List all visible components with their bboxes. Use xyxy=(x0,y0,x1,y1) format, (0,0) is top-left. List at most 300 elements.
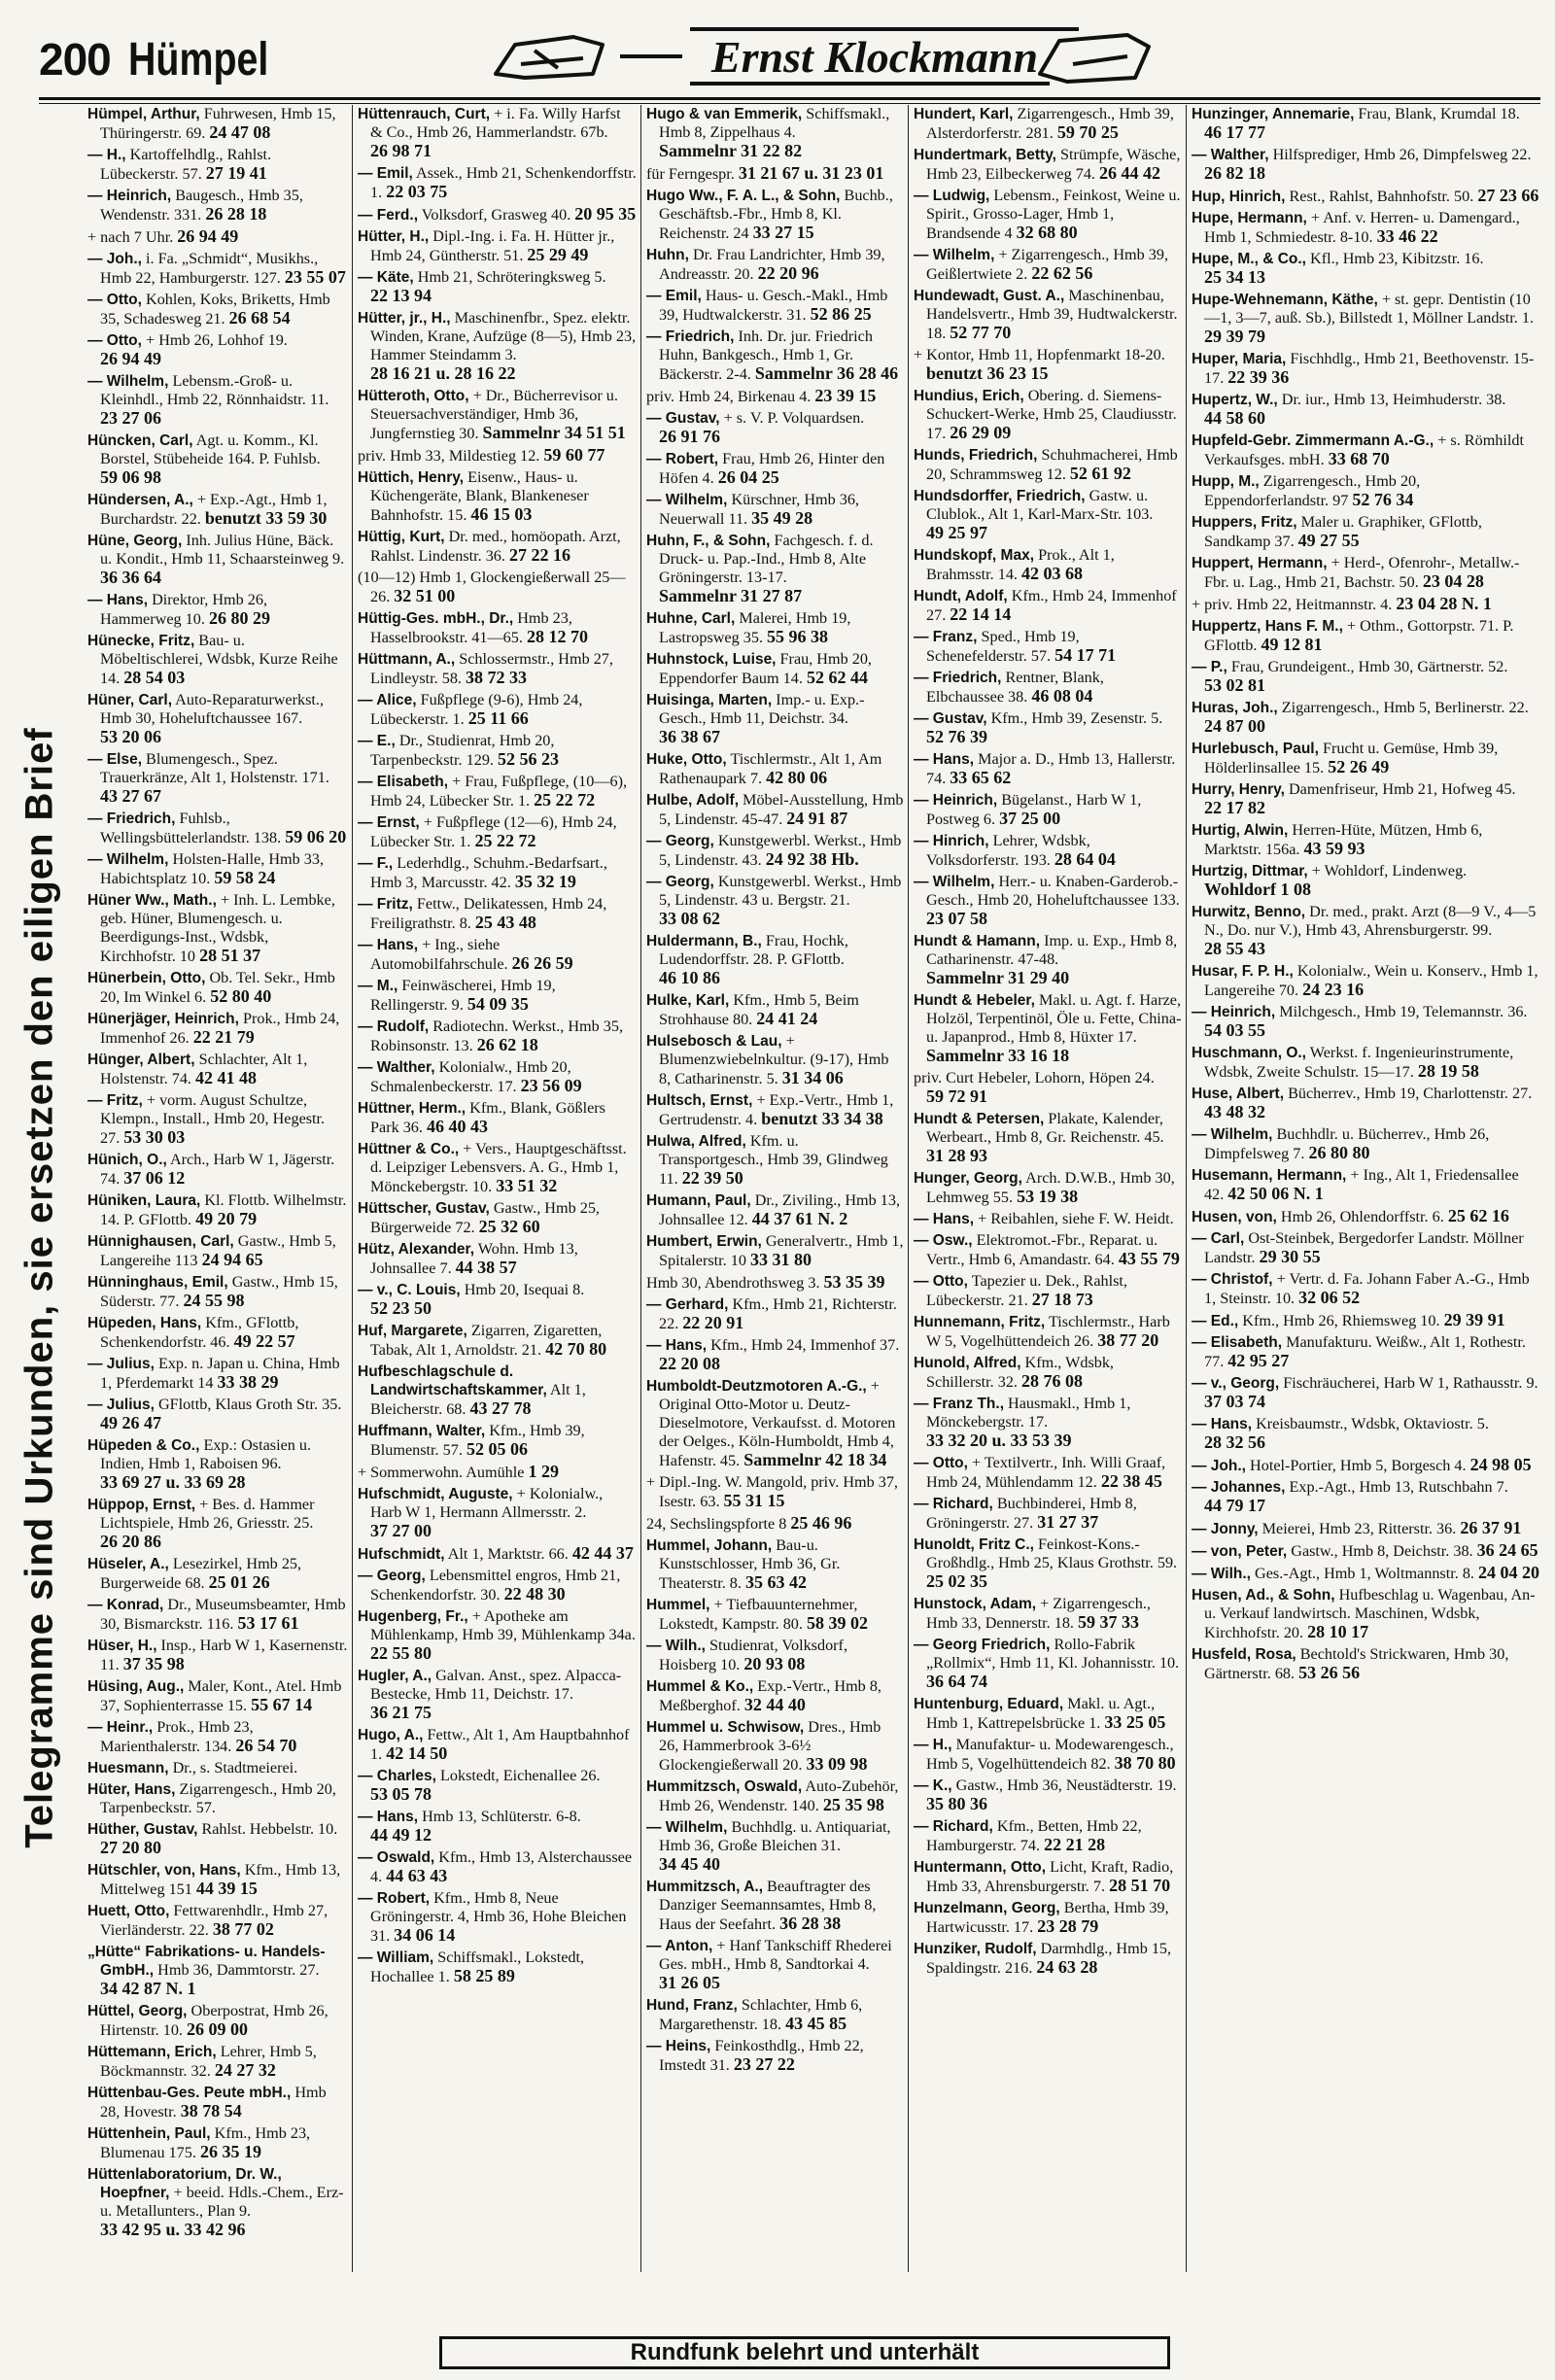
directory-entry xyxy=(1192,821,1541,859)
entry-details: Dr. Frau Landrichter, Hmb 39, Andreasstr. 20. xyxy=(659,246,885,283)
phone-number: 42 80 06 xyxy=(766,768,828,787)
phone-number: 26 80 29 xyxy=(208,608,270,628)
directory-entry xyxy=(87,2124,348,2162)
entry-name: Hufbeschlagschule d. Landwirtschaftskammer, xyxy=(358,1363,547,1398)
directory-entry xyxy=(646,2037,904,2075)
running-head: Hümpel xyxy=(128,34,269,86)
entry-details: Kunstgewerbl. Werkst., Hmb 5, Lindenstr. 43. xyxy=(659,832,902,869)
entry-details: Major a. D., Hmb 13, Hallerstr. 74. xyxy=(926,750,1176,787)
entry-name: — v., C. Louis, xyxy=(358,1282,461,1298)
directory-entry xyxy=(358,1544,637,1564)
directory-entry xyxy=(914,1776,1182,1814)
directory-entry xyxy=(1192,1044,1541,1082)
entry-name: — Otto, xyxy=(914,1273,968,1290)
entry-name: Hüttig, Kurt, xyxy=(358,529,445,545)
phone-number: 59 37 33 xyxy=(1078,1612,1140,1632)
entry-details: Ges.-Agt., Hmb 1, Woltmannstr. 8. xyxy=(1255,1565,1474,1582)
directory-entry xyxy=(87,491,348,529)
entry-details: Maler u. Graphiker, GFlottb, Sandkamp 37. xyxy=(1204,513,1482,550)
entry-name: — Ernst, xyxy=(358,814,420,831)
directory-entry xyxy=(87,632,348,688)
phone-number: 37 25 00 xyxy=(999,809,1061,828)
entry-details: Kfm., Betten, Hmb 22, Hamburgerstr. 74. xyxy=(926,1817,1142,1854)
entry-name: Hünger, Albert, xyxy=(87,1052,195,1068)
directory-entry xyxy=(914,1817,1182,1855)
entry-details: + Tiefbauunternehmer, Lokstedt, Kampstr. 80. xyxy=(659,1596,858,1633)
directory-entry xyxy=(1192,1166,1541,1204)
directory-entry xyxy=(914,546,1182,584)
entry-name: Hüser, H., xyxy=(87,1638,157,1654)
entry-details: Kfm., Hmb 21, Richterstr. 22. xyxy=(659,1295,897,1332)
entry-name: — Wilh., xyxy=(1192,1566,1251,1582)
entry-details: Exp. n. Japan u. China, Hmb 1, Pferdemarkt 14 xyxy=(100,1355,340,1392)
phone-number: 43 59 93 xyxy=(1303,839,1365,858)
phone-number: 22 17 82 xyxy=(1204,798,1265,817)
entry-name: Hunold, Alfred, xyxy=(914,1355,1021,1371)
entry-name: Hugo & van Emmerik, xyxy=(646,106,803,122)
entry-name: — Wilh., xyxy=(646,1638,706,1654)
entry-details: Kfm., Hmb 13, Mittelweg 151 xyxy=(100,1861,341,1898)
phone-number: 23 28 79 xyxy=(1037,1916,1099,1936)
entry-details: + i. Fa. Willy Harfst & Co., Hmb 26, Hammerlandstr. 67b. xyxy=(370,105,621,141)
directory-entry xyxy=(358,732,637,770)
phone-number: 24 98 05 xyxy=(1469,1455,1532,1474)
entry-details: Prok., Hmb 24, Immenhof 26. xyxy=(100,1010,340,1047)
entry-details: Sped., Hmb 19, Schenefelderstr. 57. xyxy=(926,628,1080,665)
entry-details: Kfm., Hmb 24, Immenhof 27. xyxy=(926,587,1177,624)
entry-name: Huppert, Hermann, xyxy=(1192,555,1328,571)
phone-number: 26 44 42 xyxy=(1099,163,1161,183)
entry-details: Zigarrengesch., Hmb 5, Berlinerstr. 22. xyxy=(1281,699,1529,716)
phone-number: 54 17 71 xyxy=(1054,645,1117,665)
entry-details: Feinwäscherei, Hmb 19, Rellingerstr. 9. xyxy=(370,977,556,1014)
entry-details: Kfm., Hmb 23, Blumenau 175. xyxy=(100,2124,311,2161)
entry-name: — Elisabeth, xyxy=(358,774,449,790)
phone-number: 46 10 86 xyxy=(659,968,720,987)
entry-name: — Georg, xyxy=(646,833,714,849)
entry-name: — F., xyxy=(358,855,394,872)
directory-entry xyxy=(1192,391,1541,429)
entry-details: Rollo-Fabrik „Rollmix“, Hmb 11, Kl. Johannisstr. 10. xyxy=(926,1636,1180,1672)
phone-number: 59 58 24 xyxy=(214,868,276,887)
entry-name: Hultsch, Ernst, xyxy=(646,1092,753,1109)
phone-number: 28 16 21 u. 28 16 22 xyxy=(370,363,516,383)
phone-number: 36 36 64 xyxy=(100,568,161,587)
phone-number: 52 76 39 xyxy=(926,727,987,746)
entry-name: — Gustav, xyxy=(914,710,987,727)
phone-number: 59 06 98 xyxy=(100,467,161,487)
entry-name: — Joh., xyxy=(87,251,142,267)
directory-entry xyxy=(1192,1374,1541,1412)
entry-details: priv. Curt Hebeler, Lohorn, Höpen 24. xyxy=(914,1069,1155,1087)
entry-details: Fischräucherei, Harb W 1, Rathausstr. 9. xyxy=(1283,1374,1538,1392)
entry-details: Alt 1, Bleicherstr. 68. xyxy=(370,1381,586,1418)
entry-name: — Fritz, xyxy=(87,1092,143,1109)
entry-name: Husen, Ad., & Sohn, xyxy=(1192,1587,1335,1604)
directory-entry xyxy=(1192,1456,1541,1475)
phone-number: 52 76 34 xyxy=(1352,490,1414,509)
phone-number: 49 27 55 xyxy=(1297,531,1360,550)
phone-number: 36 21 75 xyxy=(370,1703,432,1722)
entry-details: Galvan. Anst., spez. Alpacca-Bestecke, Hmb 11, Deichstr. 17. xyxy=(370,1667,622,1703)
directory-entry xyxy=(1192,1415,1541,1453)
directory-entry xyxy=(358,387,637,443)
entry-details: Dr. iur., Hmb 13, Heimhuderstr. 38. xyxy=(1281,391,1506,408)
phone-number: 37 27 00 xyxy=(370,1521,432,1540)
directory-entry xyxy=(646,1996,904,2034)
phone-number: 59 70 25 xyxy=(1056,122,1119,142)
entry-details: Frucht u. Gemüse, Hmb 39, Hölderlinsallee 15. xyxy=(1204,740,1499,776)
entry-details: Kfm., Hmb 8, Neue Gröningerstr. 4, Hmb 36, Hohe Bleichen 31. xyxy=(370,1889,627,1945)
phone-number: 36 38 67 xyxy=(659,727,720,746)
directory-entry xyxy=(646,832,904,870)
directory-entry xyxy=(1192,1333,1541,1371)
entry-details: Bau-u. Kunstschlosser, Hmb 36, Gr. Theaterstr. 8. xyxy=(659,1536,841,1592)
phone-number: 23 27 22 xyxy=(733,2054,795,2074)
logo-lettering: Ernst Klockmann xyxy=(710,32,1039,82)
directory-entry xyxy=(358,528,637,566)
entry-name: Hurlebusch, Paul, xyxy=(1192,741,1319,757)
phone-number: 25 46 96 xyxy=(790,1513,852,1533)
directory-entry xyxy=(87,1861,348,1899)
page-number: 200 xyxy=(39,34,111,85)
phone-number: 33 42 95 u. 33 42 96 xyxy=(100,2220,246,2239)
phone-number: 38 70 80 xyxy=(1114,1753,1176,1773)
entry-details: Werkst. f. Ingenieurinstrumente, Wdsbk, Zweite Schulstr. 15—17. xyxy=(1204,1044,1514,1081)
phone-number: 49 22 57 xyxy=(233,1331,295,1351)
directory-entry xyxy=(87,1943,348,1999)
entry-name: Huhn, xyxy=(646,247,689,263)
entry-name: — H., xyxy=(914,1737,952,1753)
phone-number: 53 20 06 xyxy=(100,727,161,746)
directory-entry xyxy=(646,1937,904,1993)
entry-name: — Joh., xyxy=(1192,1458,1246,1474)
directory-entry xyxy=(1192,1478,1541,1516)
phone-number: 36 28 38 xyxy=(779,1914,842,1933)
phone-number: 52 05 06 xyxy=(466,1439,528,1459)
entry-name: — Hans, xyxy=(87,592,149,608)
directory-entry xyxy=(914,1899,1182,1937)
phone-number: 33 31 80 xyxy=(749,1250,812,1269)
directory-entry xyxy=(646,1273,904,1293)
entry-name: — Otto, xyxy=(87,292,142,308)
entry-name: Hünninghaus, Emil, xyxy=(87,1274,228,1291)
phone-number: 24 92 38 Hb. xyxy=(765,849,859,869)
directory-entry xyxy=(914,1595,1182,1633)
directory-entry xyxy=(1192,780,1541,818)
directory-entry xyxy=(646,1295,904,1333)
entry-name: — Julius, xyxy=(87,1397,155,1413)
entry-details: Blumengesch., Spez. Trauerkränze, Alt 1, Holstenstr. 171. xyxy=(100,750,329,786)
directory-entry xyxy=(1192,1564,1541,1583)
phone-number: 42 44 37 xyxy=(571,1543,634,1563)
entry-name: Hüttmann, A., xyxy=(358,651,456,668)
directory-entry xyxy=(358,1322,637,1360)
directory-entry xyxy=(646,1091,904,1129)
phone-number: benutzt 36 23 15 xyxy=(926,363,1049,383)
entry-details: Hmb 23, Hasselbrookstr. 41—65. xyxy=(370,609,572,646)
entry-name: — Anton, xyxy=(646,1938,713,1954)
entry-name: — Hinrich, xyxy=(914,833,989,849)
directory-entry xyxy=(358,1889,637,1946)
entry-name: Hund, Franz, xyxy=(646,1997,738,2014)
directory-entry xyxy=(1192,187,1541,206)
phone-number: Sammelnr 34 51 51 xyxy=(482,423,626,442)
entry-details: Kfm., Hmb 13, Alsterchaussee 4. xyxy=(370,1848,633,1885)
entry-details: Oberpostrat, Hmb 26, Hirtenstr. 10. xyxy=(100,2002,328,2039)
entry-name: — Gerhard, xyxy=(646,1296,729,1313)
directory-entry xyxy=(87,331,348,369)
directory-entry xyxy=(914,1231,1182,1269)
directory-entry xyxy=(646,164,904,184)
entry-name: — Franz, xyxy=(914,629,978,645)
entry-name: — Georg Friedrich, xyxy=(914,1637,1051,1653)
phone-number: 35 49 28 xyxy=(751,508,813,528)
directory-entry xyxy=(358,1281,637,1319)
phone-number: 33 65 62 xyxy=(950,768,1012,787)
phone-number: 23 04 28 N. 1 xyxy=(1396,594,1492,613)
directory-entry xyxy=(1192,1519,1541,1538)
phone-number: Sammelnr 31 27 87 xyxy=(659,586,803,605)
entry-name: — Georg, xyxy=(358,1568,426,1584)
entry-details: + Herd-, Ofenrohr-, Metallw.-Fbr. u. Lag., Hmb 21, Bachstr. 50. xyxy=(1204,554,1520,591)
phone-number: 24 23 16 xyxy=(1302,980,1365,999)
entry-details: + Kolonialw., Harb W 1, Hermann Allmersstr. 2. xyxy=(370,1485,604,1521)
entry-details: GFlottb, Klaus Groth Str. 35. xyxy=(157,1396,342,1413)
entry-name: — Carl, xyxy=(1192,1230,1245,1247)
phone-number: 24 47 08 xyxy=(209,122,271,142)
directory-entry xyxy=(914,1210,1182,1228)
entry-name: — von, Peter, xyxy=(1192,1543,1288,1560)
entry-name: — Fritz, xyxy=(358,896,413,913)
entry-name: — Friedrich, xyxy=(914,670,1002,686)
entry-name: Huhne, Carl, xyxy=(646,610,736,627)
entry-name: — Hans, xyxy=(914,1211,975,1227)
entry-details: Zigarrengesch., Hmb 20, Tarpenbeckstr. 57. xyxy=(100,1780,336,1816)
phone-number: 43 48 32 xyxy=(1204,1102,1265,1121)
entry-name: Hummel u. Schwisow, xyxy=(646,1719,805,1736)
phone-number: 26 26 59 xyxy=(511,953,573,973)
entry-details: Fettw., Delikatessen, Hmb 24, Freiligrathstr. 8. xyxy=(370,895,607,932)
entry-name: — Oswald, xyxy=(358,1849,435,1866)
directory-entry xyxy=(646,650,904,688)
directory-entry xyxy=(914,1313,1182,1351)
entry-name: — v., Georg, xyxy=(1192,1375,1280,1392)
directory-entry xyxy=(87,1820,348,1858)
directory-entry xyxy=(87,1496,348,1552)
directory-entry xyxy=(358,1240,637,1278)
entry-details: + Bes. d. Hammer Lichtspiele, Hmb 26, Griesstr. 25. xyxy=(100,1496,315,1532)
directory-entry xyxy=(914,791,1182,829)
directory-entry xyxy=(914,750,1182,788)
entry-name: Hugler, A., xyxy=(358,1668,432,1684)
directory-entry xyxy=(1192,146,1541,184)
directory-entry xyxy=(646,750,904,788)
entry-name: Hüter, Hans, xyxy=(87,1781,176,1798)
entry-details: Makl. u. Agt., Hmb 1, Kattrepelsbrücke 1. xyxy=(926,1695,1156,1732)
directory-entry xyxy=(87,2043,348,2081)
directory-entry xyxy=(914,932,1182,988)
directory-entry xyxy=(1192,105,1541,143)
directory-entry xyxy=(1192,1125,1541,1163)
entry-name: Humann, Paul, xyxy=(646,1192,751,1209)
entry-details: Lebensm.-Groß- u. Kleinhdl., Hmb 22, Rönnhaidstr. 11. xyxy=(100,372,329,408)
entry-details: Agt. u. Komm., Kl. Borstel, Stübeheide 164. P. Fuhlsb. xyxy=(100,431,321,467)
phone-number: 25 02 35 xyxy=(926,1571,987,1591)
phone-number: 44 79 17 xyxy=(1204,1496,1265,1515)
entry-name: Huras, Joh., xyxy=(1192,700,1278,716)
directory-entry xyxy=(646,387,904,406)
phone-number: 33 32 20 u. 33 53 39 xyxy=(926,1431,1072,1450)
entry-details: + Ing., siehe Automobilfahrschule. xyxy=(370,936,508,973)
phone-number: 26 91 76 xyxy=(659,427,720,446)
directory-entry xyxy=(914,146,1182,184)
phone-number: 44 37 61 N. 2 xyxy=(751,1209,848,1228)
entry-name: — Wilhelm, xyxy=(646,1819,728,1836)
entry-details: Tapezier u. Dek., Rahlst, Lübeckerstr. 21. xyxy=(926,1272,1127,1309)
entry-details: + st. gepr. Dentistin (10—1, 3—7, auß. Sb.), Billstedt 1, Möllner Landstr. 1. xyxy=(1204,291,1535,327)
directory-entry xyxy=(1192,1003,1541,1041)
entry-details: + Apotheke am Mühlenkamp, Hmb 39, Mühlenkamp 34a. xyxy=(370,1607,636,1643)
phone-number: Sammelnr 36 28 46 xyxy=(754,363,899,383)
entry-name: — Konrad, xyxy=(87,1597,164,1613)
entry-details: Exp.-Vertr., Hmb 8, Meßberghof. xyxy=(659,1677,881,1714)
entry-details: Fettwarenhdlr., Hmb 27, Vierländerstr. 22. xyxy=(100,1902,328,1939)
entry-details: Kfl., Hmb 23, Kibitzstr. 16. xyxy=(1310,250,1484,267)
phone-number: 52 56 23 xyxy=(498,749,560,769)
phone-number: 26 94 49 xyxy=(177,226,239,246)
entry-details: Zigarrengesch., Hmb 20, Eppendorferlandstr. 97 xyxy=(1204,472,1421,509)
entry-name: — Ferd., xyxy=(358,207,419,224)
directory-entry xyxy=(1192,513,1541,551)
directory-entry xyxy=(87,532,348,588)
entry-details: Lehrer, Hmb 5, Böckmannstr. 32. xyxy=(100,2043,317,2080)
directory-entry xyxy=(87,969,348,1007)
directory-entry xyxy=(87,1555,348,1593)
directory-entry xyxy=(646,791,904,829)
entry-details: Dr., s. Stadtmeierei. xyxy=(172,1759,298,1776)
entry-details: Plakate, Kalender, Werbeart., Hmb 8, Gr. Reichenstr. 45. xyxy=(926,1110,1164,1146)
entry-details: + Hanf Tankschiff Rhederei Ges. mbH., Hmb 8, Sandtorkai 4. xyxy=(659,1937,892,1973)
entry-name: — Ludwig, xyxy=(914,188,990,204)
entry-details: Kfm., Hmb 26, Rhiemsweg 10. xyxy=(1242,1312,1440,1329)
entry-name: Hulke, Karl, xyxy=(646,992,730,1009)
entry-details: Frau, Grundeigent., Hmb 30, Gärtnerstr. 52. xyxy=(1230,658,1508,675)
phone-number: 42 03 68 xyxy=(1021,564,1084,583)
phone-number: 24 91 87 xyxy=(786,809,848,828)
directory-entry xyxy=(358,1726,637,1764)
entry-name: Hundt & Hamann, xyxy=(914,933,1041,949)
phone-number: 36 64 74 xyxy=(926,1672,987,1691)
entry-name: — Emil, xyxy=(646,288,702,304)
directory-entry xyxy=(646,450,904,488)
directory-entry xyxy=(87,372,348,429)
entry-details: Buchhdlr. u. Bücherrev., Hmb 26, Dimpfelsweg 7. xyxy=(1204,1125,1490,1162)
entry-details: Hausmakl., Hmb 1, Mönckebergstr. 17. xyxy=(926,1395,1131,1431)
phone-number: 26 37 91 xyxy=(1460,1518,1522,1537)
phone-number: 33 69 27 u. 33 69 28 xyxy=(100,1472,246,1492)
klockmann-logo xyxy=(457,17,1157,93)
entry-details: Ob. Tel. Sekr., Hmb 20, Im Winkel 6. xyxy=(100,969,335,1006)
directory-entry xyxy=(358,468,637,525)
entry-name: Huhnstock, Luise, xyxy=(646,651,777,668)
directory-entry xyxy=(914,1272,1182,1310)
directory-entry xyxy=(1192,291,1541,347)
directory-entry xyxy=(1192,862,1541,900)
phone-number: 33 46 22 xyxy=(1376,226,1438,246)
entry-details: Insp., Harb W 1, Kasernenstr. 11. xyxy=(100,1637,348,1673)
phone-number: 26 09 00 xyxy=(187,2019,249,2039)
phone-number: 25 22 72 xyxy=(534,790,596,810)
entry-name: Hunstock, Adam, xyxy=(914,1596,1037,1612)
directory-entry xyxy=(358,1607,637,1664)
phone-number: 42 41 48 xyxy=(195,1068,258,1087)
entry-name: Hundt, Adolf, xyxy=(914,588,1008,604)
phone-number: 26 82 18 xyxy=(1204,163,1265,183)
entry-name: Hüsing, Aug., xyxy=(87,1678,185,1695)
phone-number: 33 68 70 xyxy=(1328,449,1390,468)
entry-details: Hmb 28, Hovestr. xyxy=(100,2084,327,2121)
entry-name: Hünich, O., xyxy=(87,1152,167,1168)
directory-entry xyxy=(1192,1229,1541,1267)
directory-entry xyxy=(358,895,637,933)
footer-slogan: Rundfunk belehrt und unterhält xyxy=(439,2336,1170,2369)
phone-number: 31 28 93 xyxy=(926,1146,987,1165)
directory-entry xyxy=(914,1354,1182,1392)
entry-details: Buchb., Geschäftsb.-Fbr., Hmb 8, Kl. Reichenstr. 24 xyxy=(659,187,893,242)
directory-entry xyxy=(87,2165,348,2240)
directory-entry xyxy=(87,1355,348,1393)
entry-details: + Dipl.-Ing. W. Mangold, priv. Hmb 37, Isestr. 63. xyxy=(646,1473,898,1510)
directory-entry xyxy=(914,446,1182,484)
directory-entry xyxy=(1192,658,1541,696)
entry-name: — E., xyxy=(358,733,396,749)
directory-entry xyxy=(358,205,637,224)
entry-details: Auto-Zubehör, Hmb 26, Wendenstr. 140. xyxy=(659,1777,899,1814)
entry-name: — Else, xyxy=(87,751,142,768)
phone-number: 53 26 56 xyxy=(1298,1663,1361,1682)
phone-number: 52 77 70 xyxy=(950,323,1012,342)
directory-entry xyxy=(87,1759,348,1777)
phone-number: 55 96 38 xyxy=(767,627,829,646)
entry-name: Hundewadt, Gust. A., xyxy=(914,288,1065,304)
directory-entry xyxy=(358,569,637,606)
entry-name: Hulbe, Adolf, xyxy=(646,792,739,809)
entry-details: Schiffsmakl., Hmb 8, Zippelhaus 4. xyxy=(659,105,890,141)
entry-details: Hmb 21, Schröteringksweg 5. xyxy=(417,268,606,286)
entry-details: + Exp.-Vertr., Hmb 1, Gertrudenstr. 4. xyxy=(659,1091,894,1128)
directory-entry xyxy=(358,268,637,306)
phone-number: 23 56 09 xyxy=(520,1076,582,1095)
directory-entry xyxy=(646,1191,904,1229)
phone-number: 52 26 49 xyxy=(1328,757,1390,776)
phone-number: 31 27 37 xyxy=(1037,1512,1099,1532)
entry-details: Fußpflege (9-6), Hmb 24, Lübeckerstr. 1. xyxy=(370,691,583,728)
entry-name: Hütter, jr., H., xyxy=(358,310,451,327)
entry-name: Hundert, Karl, xyxy=(914,106,1014,122)
entry-name: Husemann, Hermann, xyxy=(1192,1167,1347,1184)
entry-details: Schiffsmakl., Lokstedt, Hochallee 1. xyxy=(370,1949,585,1985)
directory-entry xyxy=(1192,1270,1541,1308)
entry-details: Kfm., Blank, Gößlers Park 36. xyxy=(370,1099,605,1136)
directory-entry xyxy=(646,932,904,988)
phone-number: 23 27 06 xyxy=(100,408,161,428)
directory-entry xyxy=(87,591,348,629)
entry-details: Herr.- u. Knaben-Garderob.-Gesch., Hmb 20, Hoheluftchaussee 133. xyxy=(926,873,1180,909)
entry-name: — Franz Th., xyxy=(914,1396,1004,1412)
directory-entry xyxy=(1192,617,1541,655)
directory-entry xyxy=(87,1436,348,1493)
